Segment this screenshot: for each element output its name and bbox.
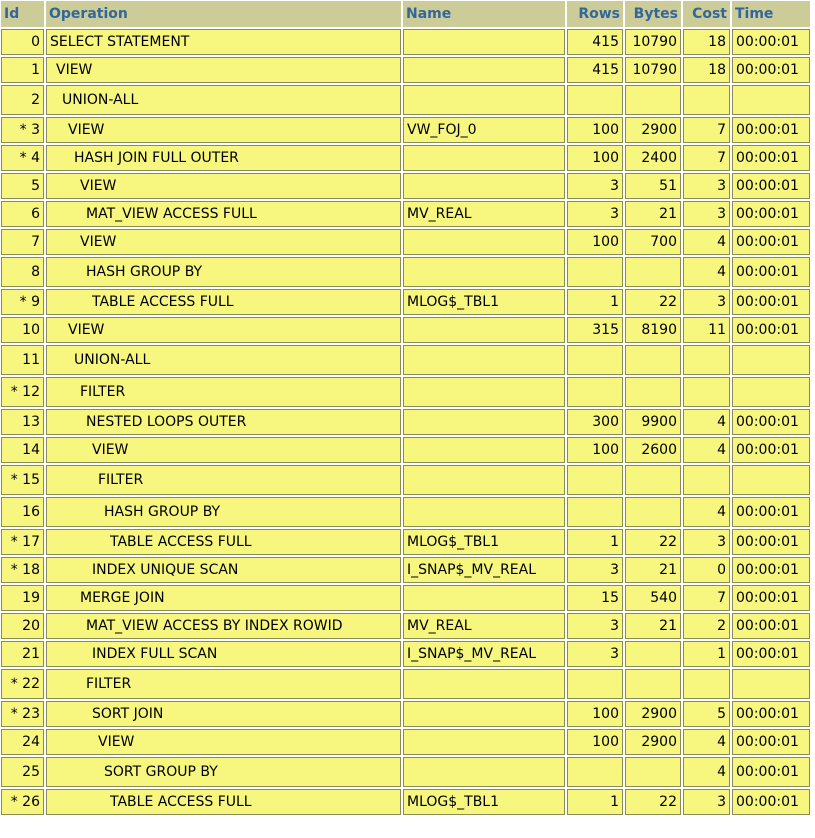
bytes-cell: 700 [625, 229, 681, 255]
object-name-cell [403, 729, 565, 755]
bytes-cell: 2900 [625, 701, 681, 727]
operation-cell: TABLE ACCESS FULL [46, 289, 401, 315]
operation-cell: FILTER [46, 669, 401, 699]
bytes-cell: 2600 [625, 437, 681, 463]
cost-cell: 7 [683, 585, 730, 611]
plan-row [1, 345, 810, 375]
operation-cell: VIEW [46, 117, 401, 143]
step-id: 6 [1, 201, 44, 227]
rows-cell: 15 [567, 585, 623, 611]
rows-cell: 1 [567, 289, 623, 315]
header-operation: Operation [46, 1, 401, 27]
plan-row [1, 557, 810, 583]
bytes-cell: 21 [625, 201, 681, 227]
rows-cell [567, 669, 623, 699]
plan-row [1, 289, 810, 315]
bytes-cell: 2900 [625, 729, 681, 755]
step-id: 5 [1, 173, 44, 199]
object-name-cell [403, 757, 565, 787]
object-name-cell [403, 257, 565, 287]
cost-cell: 3 [683, 529, 730, 555]
operation-cell: MAT_VIEW ACCESS FULL [46, 201, 401, 227]
rows-cell [567, 345, 623, 375]
time-cell: 00:00:01 [732, 145, 810, 171]
cost-cell [683, 465, 730, 495]
cost-cell: 3 [683, 789, 730, 815]
operation-cell: TABLE ACCESS FULL [46, 789, 401, 815]
cost-cell [683, 85, 730, 115]
operation-cell: MERGE JOIN [46, 585, 401, 611]
operation-cell: MAT_VIEW ACCESS BY INDEX ROWID [46, 613, 401, 639]
object-name-cell: MV_REAL [403, 613, 565, 639]
step-id: 19 [1, 585, 44, 611]
cost-cell [683, 669, 730, 699]
time-cell: 00:00:01 [732, 529, 810, 555]
plan-row [1, 497, 810, 527]
object-name-cell [403, 29, 565, 55]
object-name-cell [403, 409, 565, 435]
bytes-cell: 10790 [625, 29, 681, 55]
bytes-cell [625, 465, 681, 495]
step-id: * 15 [1, 465, 44, 495]
time-cell [732, 377, 810, 407]
rows-cell: 3 [567, 557, 623, 583]
object-name-cell [403, 317, 565, 343]
operation-cell: SELECT STATEMENT [46, 29, 401, 55]
plan-row [1, 57, 810, 83]
plan-row [1, 669, 810, 699]
object-name-cell [403, 669, 565, 699]
rows-cell: 3 [567, 201, 623, 227]
time-cell: 00:00:01 [732, 789, 810, 815]
object-name-cell [403, 377, 565, 407]
object-name-cell [403, 229, 565, 255]
rows-cell: 3 [567, 613, 623, 639]
plan-row [1, 585, 810, 611]
plan-row [1, 377, 810, 407]
step-id: 13 [1, 409, 44, 435]
cost-cell: 7 [683, 145, 730, 171]
rows-cell: 1 [567, 789, 623, 815]
step-id: * 22 [1, 669, 44, 699]
operation-cell: INDEX FULL SCAN [46, 641, 401, 667]
time-cell: 00:00:01 [732, 557, 810, 583]
plan-row [1, 465, 810, 495]
plan-row [1, 117, 810, 143]
object-name-cell: MLOG$_TBL1 [403, 529, 565, 555]
bytes-cell: 21 [625, 557, 681, 583]
operation-cell: UNION-ALL [46, 345, 401, 375]
step-id: * 9 [1, 289, 44, 315]
operation-cell: VIEW [46, 317, 401, 343]
operation-cell: VIEW [46, 229, 401, 255]
operation-cell: TABLE ACCESS FULL [46, 529, 401, 555]
object-name-cell: MV_REAL [403, 201, 565, 227]
rows-cell: 100 [567, 145, 623, 171]
bytes-cell: 21 [625, 613, 681, 639]
time-cell: 00:00:01 [732, 757, 810, 787]
object-name-cell [403, 57, 565, 83]
bytes-cell [625, 641, 681, 667]
rows-cell: 100 [567, 701, 623, 727]
cost-cell: 4 [683, 409, 730, 435]
step-id: * 23 [1, 701, 44, 727]
plan-row [1, 757, 810, 787]
time-cell [732, 85, 810, 115]
plan-row [1, 201, 810, 227]
time-cell [732, 669, 810, 699]
step-id: 20 [1, 613, 44, 639]
step-id: 11 [1, 345, 44, 375]
bytes-cell: 540 [625, 585, 681, 611]
plan-row [1, 789, 810, 815]
operation-cell: FILTER [46, 377, 401, 407]
time-cell: 00:00:01 [732, 229, 810, 255]
cost-cell: 3 [683, 173, 730, 199]
cost-cell: 18 [683, 57, 730, 83]
object-name-cell [403, 173, 565, 199]
rows-cell: 3 [567, 641, 623, 667]
step-id: 21 [1, 641, 44, 667]
plan-row [1, 85, 810, 115]
object-name-cell [403, 345, 565, 375]
cost-cell: 3 [683, 201, 730, 227]
time-cell: 00:00:01 [732, 729, 810, 755]
cost-cell: 2 [683, 613, 730, 639]
step-id: 14 [1, 437, 44, 463]
time-cell: 00:00:01 [732, 641, 810, 667]
time-cell: 00:00:01 [732, 317, 810, 343]
time-cell [732, 345, 810, 375]
plan-row [1, 409, 810, 435]
plan-row [1, 529, 810, 555]
operation-cell: HASH GROUP BY [46, 257, 401, 287]
plan-row [1, 173, 810, 199]
time-cell [732, 465, 810, 495]
operation-cell: FILTER [46, 465, 401, 495]
object-name-cell [403, 585, 565, 611]
time-cell: 00:00:01 [732, 437, 810, 463]
cost-cell: 4 [683, 229, 730, 255]
cost-cell: 11 [683, 317, 730, 343]
rows-cell [567, 85, 623, 115]
bytes-cell: 8190 [625, 317, 681, 343]
time-cell: 00:00:01 [732, 29, 810, 55]
plan-row [1, 145, 810, 171]
rows-cell: 100 [567, 117, 623, 143]
bytes-cell [625, 377, 681, 407]
cost-cell: 18 [683, 29, 730, 55]
operation-cell: INDEX UNIQUE SCAN [46, 557, 401, 583]
operation-cell: VIEW [46, 729, 401, 755]
bytes-cell [625, 497, 681, 527]
cost-cell: 7 [683, 117, 730, 143]
cost-cell: 1 [683, 641, 730, 667]
bytes-cell: 22 [625, 289, 681, 315]
rows-cell [567, 377, 623, 407]
plan-row [1, 29, 810, 55]
bytes-cell: 51 [625, 173, 681, 199]
rows-cell: 100 [567, 729, 623, 755]
plan-row [1, 317, 810, 343]
plan-row [1, 257, 810, 287]
object-name-cell [403, 85, 565, 115]
cost-cell: 3 [683, 289, 730, 315]
rows-cell: 100 [567, 437, 623, 463]
operation-cell: VIEW [46, 437, 401, 463]
rows-cell [567, 257, 623, 287]
plan-row [1, 729, 810, 755]
rows-cell: 415 [567, 29, 623, 55]
object-name-cell [403, 497, 565, 527]
plan-row [1, 613, 810, 639]
time-cell: 00:00:01 [732, 701, 810, 727]
bytes-cell: 2900 [625, 117, 681, 143]
rows-cell [567, 497, 623, 527]
bytes-cell [625, 257, 681, 287]
cost-cell: 0 [683, 557, 730, 583]
step-id: 8 [1, 257, 44, 287]
bytes-cell [625, 85, 681, 115]
rows-cell: 415 [567, 57, 623, 83]
header-bytes: Bytes [625, 1, 681, 27]
step-id: * 12 [1, 377, 44, 407]
plan-row [1, 641, 810, 667]
step-id: 2 [1, 85, 44, 115]
cost-cell: 4 [683, 729, 730, 755]
step-id: * 26 [1, 789, 44, 815]
operation-cell: NESTED LOOPS OUTER [46, 409, 401, 435]
step-id: 0 [1, 29, 44, 55]
bytes-cell: 2400 [625, 145, 681, 171]
time-cell: 00:00:01 [732, 201, 810, 227]
operation-cell: UNION-ALL [46, 85, 401, 115]
operation-cell: SORT JOIN [46, 701, 401, 727]
bytes-cell: 10790 [625, 57, 681, 83]
step-id: 24 [1, 729, 44, 755]
cost-cell: 4 [683, 437, 730, 463]
bytes-cell [625, 757, 681, 787]
time-cell: 00:00:01 [732, 117, 810, 143]
time-cell: 00:00:01 [732, 585, 810, 611]
rows-cell [567, 757, 623, 787]
bytes-cell [625, 345, 681, 375]
header-row [1, 1, 810, 27]
time-cell: 00:00:01 [732, 257, 810, 287]
time-cell: 00:00:01 [732, 409, 810, 435]
bytes-cell: 9900 [625, 409, 681, 435]
plan-row [1, 437, 810, 463]
time-cell: 00:00:01 [732, 289, 810, 315]
object-name-cell: VW_FOJ_0 [403, 117, 565, 143]
object-name-cell: I_SNAP$_MV_REAL [403, 557, 565, 583]
bytes-cell: 22 [625, 529, 681, 555]
header-name: Name [403, 1, 565, 27]
step-id: 16 [1, 497, 44, 527]
operation-cell: SORT GROUP BY [46, 757, 401, 787]
rows-cell [567, 465, 623, 495]
step-id: * 3 [1, 117, 44, 143]
operation-cell: VIEW [46, 173, 401, 199]
bytes-cell [625, 669, 681, 699]
object-name-cell [403, 145, 565, 171]
cost-cell: 5 [683, 701, 730, 727]
cost-cell [683, 377, 730, 407]
rows-cell: 3 [567, 173, 623, 199]
step-id: * 18 [1, 557, 44, 583]
object-name-cell: MLOG$_TBL1 [403, 789, 565, 815]
header-time: Time [732, 1, 810, 27]
cost-cell: 4 [683, 497, 730, 527]
object-name-cell [403, 701, 565, 727]
time-cell: 00:00:01 [732, 57, 810, 83]
operation-cell: VIEW [46, 57, 401, 83]
header-id: Id [1, 1, 44, 27]
step-id: 7 [1, 229, 44, 255]
cost-cell: 4 [683, 257, 730, 287]
operation-cell: HASH GROUP BY [46, 497, 401, 527]
step-id: 1 [1, 57, 44, 83]
plan-row [1, 229, 810, 255]
object-name-cell [403, 465, 565, 495]
step-id: 25 [1, 757, 44, 787]
plan-row [1, 701, 810, 727]
step-id: 10 [1, 317, 44, 343]
time-cell: 00:00:01 [732, 173, 810, 199]
header-rows: Rows [567, 1, 623, 27]
operation-cell: HASH JOIN FULL OUTER [46, 145, 401, 171]
object-name-cell [403, 437, 565, 463]
cost-cell: 4 [683, 757, 730, 787]
object-name-cell: I_SNAP$_MV_REAL [403, 641, 565, 667]
rows-cell: 100 [567, 229, 623, 255]
step-id: * 17 [1, 529, 44, 555]
rows-cell: 300 [567, 409, 623, 435]
step-id: * 4 [1, 145, 44, 171]
time-cell: 00:00:01 [732, 613, 810, 639]
time-cell: 00:00:01 [732, 497, 810, 527]
plan-body [1, 29, 810, 815]
bytes-cell: 22 [625, 789, 681, 815]
object-name-cell: MLOG$_TBL1 [403, 289, 565, 315]
cost-cell [683, 345, 730, 375]
rows-cell: 1 [567, 529, 623, 555]
rows-cell: 315 [567, 317, 623, 343]
header-cost: Cost [683, 1, 730, 27]
